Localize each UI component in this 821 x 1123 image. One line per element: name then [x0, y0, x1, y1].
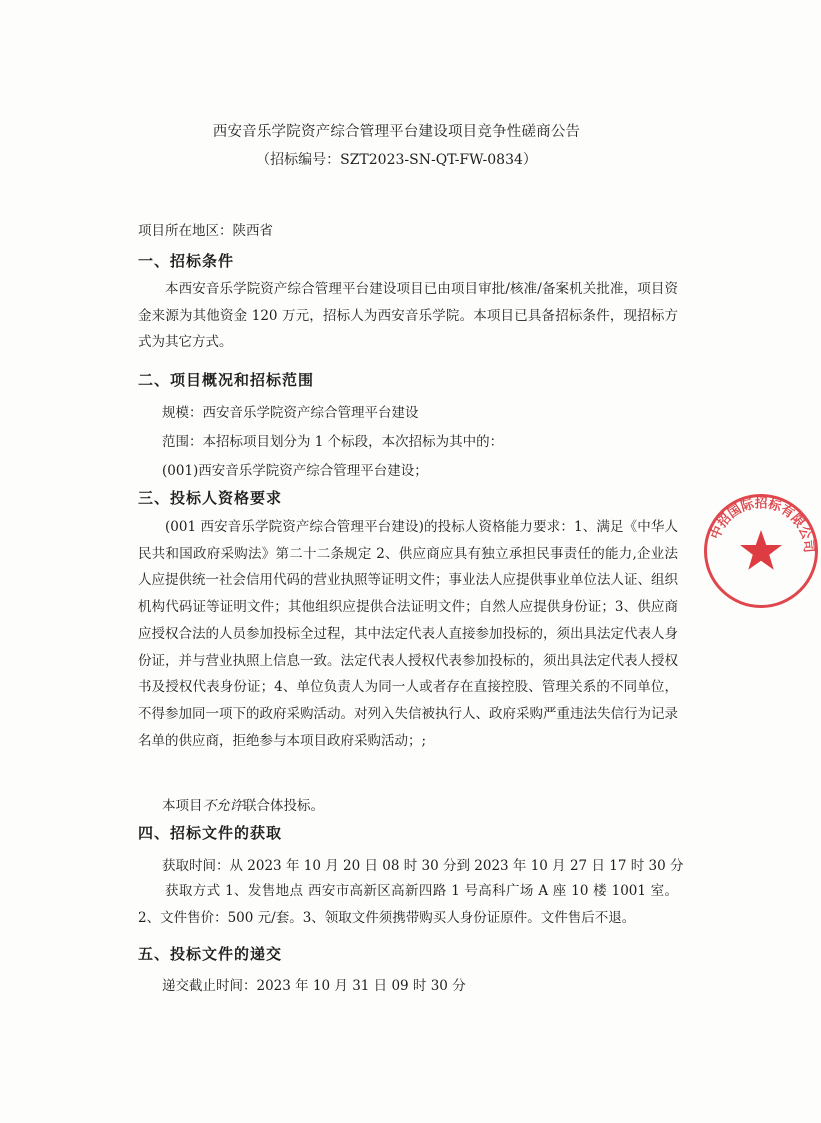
company-seal-stamp — [701, 476, 821, 626]
page-title: 西安音乐学院资产综合管理平台建设项目竞争性磋商公告 — [212, 124, 581, 140]
consortium-prefix: 本项目 — [162, 798, 203, 814]
section-heading-document-acquisition: 四、招标文件的获取 — [138, 824, 283, 842]
project-region: 项目所在地区：陕西省 — [138, 223, 273, 239]
seal-star-icon — [740, 530, 782, 570]
seal-text: 中招国际招标有限公司 — [708, 496, 816, 554]
bid-number: （招标编号：SZT2023-SN-QT-FW-0834） — [256, 152, 537, 168]
project-lot: (001)西安音乐学院资产综合管理平台建设； — [162, 463, 428, 479]
project-scale: 规模：西安音乐学院资产综合管理平台建设 — [162, 405, 419, 421]
submission-deadline: 递交截止时间：2023 年 10 月 31 日 09 时 30 分 — [162, 978, 466, 994]
consortium-not-allowed: 不允许 — [202, 798, 243, 814]
project-scope: 范围：本招标项目划分为 1 个标段，本次招标为其中的： — [162, 434, 504, 450]
bid-conditions-paragraph: 本西安音乐学院资产综合管理平台建设项目已由项目审批/核准/备案机关批准，项目资金来源为其他资金 120 万元，招标人为西安音乐学院。本项目已具备招标条件，现招标方式为其它方式。 — [138, 281, 678, 351]
acquisition-time: 获取时间：从 2023 年 10 月 20 日 08 时 30 分到 2023 年 10 月 27 日 17 时 30 分 — [162, 858, 684, 874]
consortium-statement — [162, 794, 324, 814]
section-heading-submission: 五、投标文件的递交 — [138, 945, 283, 963]
section-heading-bidder-qualifications: 三、投标人资格要求 — [138, 489, 283, 507]
consortium-suffix: 联合体投标。 — [243, 798, 324, 814]
section-heading-project-overview: 二、项目概况和招标范围 — [138, 371, 315, 389]
section-heading-bid-conditions: 一、招标条件 — [138, 252, 235, 270]
bidder-qualifications-paragraph: (001 西安音乐学院资产综合管理平台建设)的投标人资格能力要求：1、满足《中华人民共和国政府采购法》第二十二条规定 2、供应商应具有独立承担民事责任的能力,企业法人应提供统一社会信用代码的营业执照等证明文件；事业法人应提供事业单位法人证、组织机构代码证等证明文件；其他组织应提供合法证明文件；自然人应提供身份证；3、供应商应授权合法的人员参加投标全过程，其中法定代表人直接参加投标的，须出具法定代表人身份证，并与营业执照上信息一致。法定代表人授权代表参加投标的，须出具法定代表人授权书及授权代表身份证；4、单位负责人为同一人或者存在直接控股、管理关系的不同单位，不得参加同一项下的政府采购活动。对列入失信被执行人、政府采购严重违法失信行为记录名单的供应商，拒绝参与本项目政府采购活动；; — [138, 519, 678, 749]
acquisition-method: 获取方式 1、发售地点 西安市高新区高新四路 1 号高科广场 A 座 10 楼 1001 室。2、文件售价：500 元/套。3、领取文件须携带购买人身份证原件。文件售后不退。 — [138, 883, 678, 926]
